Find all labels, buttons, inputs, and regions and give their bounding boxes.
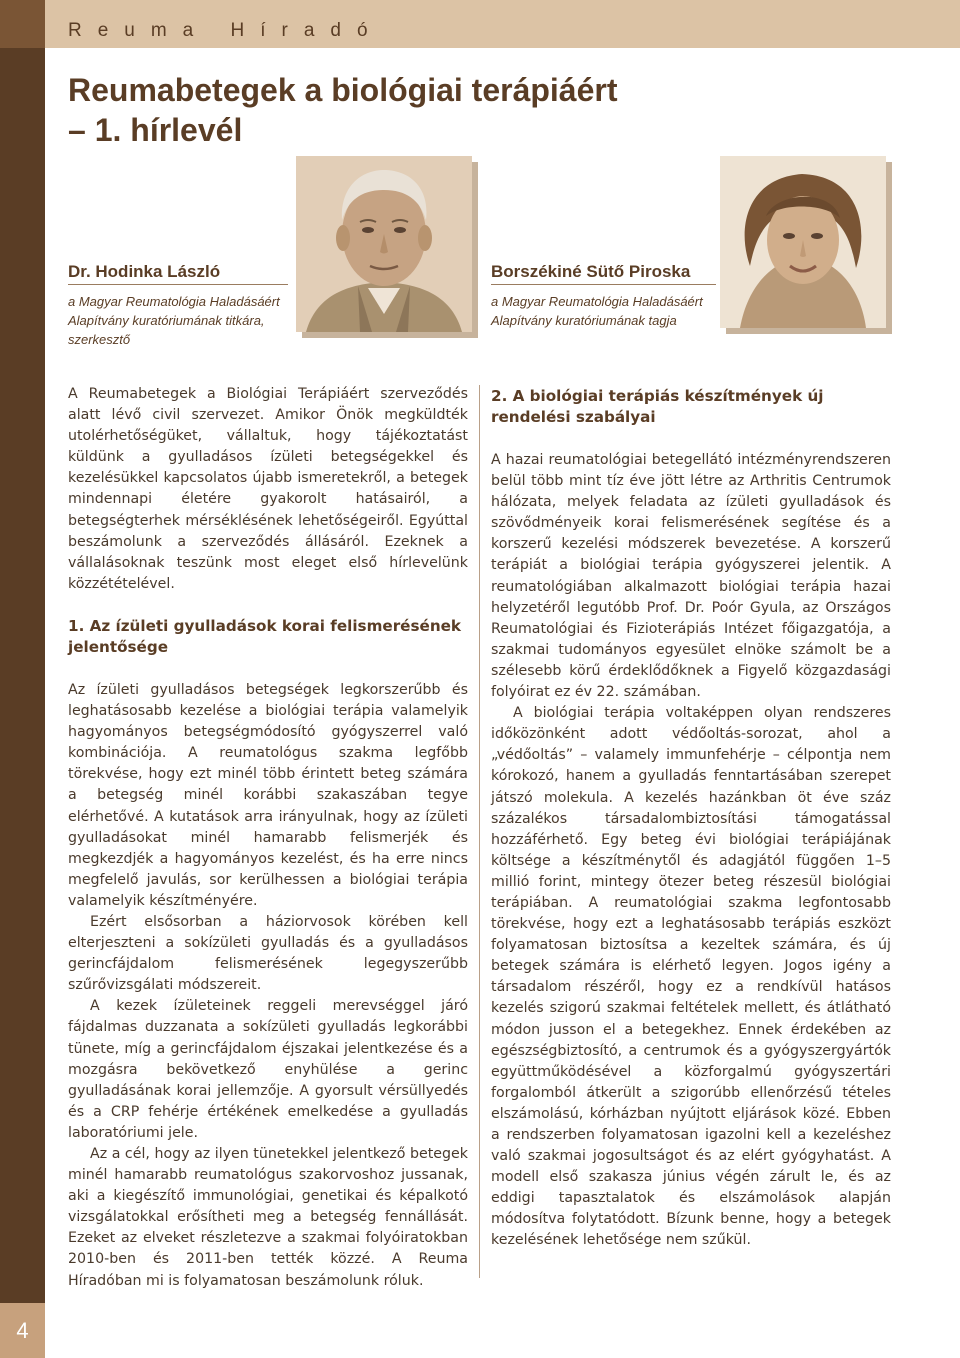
section1-paragraph: A kezek ízületeinek reggeli merevséggel járó fájdalmas duzzanata a sokízületi gyulladás legkorábbi tünete, míg a gerincfájdalom éjszakai jelentkezése és a mozgásra bekövetkező enyhülése a gerinc gyulladásának korai jellemzője. A gyorsult vérsüllyedés és a CRP fehérje értékének emelkedése a gyulladás laboratóriumi jele. xyxy=(68,998,468,1141)
section2-heading: 2. A biológiai terápiás készítmények új rendelési szabályai xyxy=(491,387,824,426)
person-name-2: Borszékiné Sütő Piroska xyxy=(491,262,691,281)
section1-heading: 1. Az ízületi gyulladások korai felismerésének jelentősége xyxy=(68,616,462,656)
section1-paragraph: Ezért elsősorban a háziorvosok körében kell elterjeszteni a sokízületi gyulladás és a gyulladásos gerincfájdalom felismerésének legegyszerűbb szűrővizsgálati módszereit. xyxy=(68,913,468,994)
section2-paragraph: A hazai reumatológiai betegellátó intézményrendszeren belül több mint tíz éve jött létre az Arthritis Centrumok hálózata, melyek feladata az ízületi gyulladások és szövődményeik korai felismerésének segítése és a korszerű kezelési módszerek bevezetése. A korszerű terápiát a biológiai terápia gyógyszerei jelentik. A reumatológiában alkalmazott biológiai terápia hazai helyzetéről legutóbb Prof. Dr. Poór Gyula, az Országos Reumatológiai és Fizioterápiás Intézet főigazgatója, a szakmai tudományos egyesület elnöke számolt be a szélesebb körű érdeklődőknek a Figyelő közgazdasági folyóirat ez év 22. számában. xyxy=(491,452,891,701)
publication-title: Reuma Híradó xyxy=(68,20,384,41)
intro-paragraph: A Reumabetegek a Biológiai Terápiáért szerveződés alatt lévő civil szervezet. Amikor Önök megküldték utolérhetőségüket, vállaltuk, hogy tájékoztatást küldünk a gyulladásos ízületi betegségekkel és kezelésükkel kapcsolatos újabb ismeretekről, a betegek mindennapi életére gyakorolt hatásairól, a betegségterhek mérséklésének lehetőségeiről. Egyúttal beszámolunk a szerveződés állásáról. Ezeknek a vállalásoknak teszünk most eleget első hírlevelünk közzétételével. xyxy=(68,386,468,592)
person-rule-2 xyxy=(491,284,716,285)
side-bar-top xyxy=(0,0,45,48)
article-title xyxy=(68,70,708,150)
person-rule-1 xyxy=(68,284,288,285)
side-bar xyxy=(0,0,45,1358)
portrait-woman-icon xyxy=(720,156,886,328)
person-role-1: a Magyar Reumatológia Haladásáért Alapítvány kuratóriumának titkára, szerkesztő xyxy=(68,294,280,347)
left-column xyxy=(68,384,468,1292)
section1-paragraph: Az ízületi gyulladásos betegségek legkorszerűbb és leghatásosabb kezelése a biológiai terápia valamelyik hagyományos betegségmódosító gyógyszerrel való kombinációja. A reumatológus szakma legfőbb törekvése, hogy ezt minél több érintett beteg számára a betegség minél korábbi szakaszában tegye elérhetővé. A kutatások arra irányulnak, hogy az ízületi gyulladásokat minél hamarabb felismerjék és megkezdjék a hagyományos kezelést, és ha erre nincs megfelelő javulás, sor kerülhessen a biológiai terápia valamelyik készítményére. xyxy=(68,681,468,909)
person-name-1: Dr. Hodinka László xyxy=(68,262,221,281)
column-divider xyxy=(479,385,480,1278)
section2-paragraph: A biológiai terápia voltaképpen olyan rendszeres időközönként adott védőoltás-sorozat, ahol a „védőoltás” – valamely immunfehérje – célpontja nem kórokozó, hanem a gyulladás fenntartásában szerepet játszó molekula. A kezelés hazánkban öt éve száz százalékos társadalombiztosítási támogatással hozzáférhető. Egy beteg évi biológiai terápiájának költsége a készítménytől és adagjától függően 1–5 millió forint, mintegy ötezer beteg részesül biológiai terápiában. A reumatológiai szakma legfontosabb törekvése, hogy ezt a leghatásosabb terápiás eszközt folyamatosan biztosítsa a kezeltek számára, és új betegek számára is elérhető legyen. Jogos igény a társadalom részéről, hogy ez a rendkívül hatásos kezelés szigorú szakmai feltételek mellett, és átlátható módon jusson el a betegekhez. Ennek érdekében az egészségbiztosító, a centrumok és a gyógyszergyártók együttműködésével a közforgalmú gyógyszertári forgalomból átkerült a szigorúbb ellenőrzésű tételes elszámolású, kórházban nyújtott eljárások közé. Ebben a rendszerben folyamatosan igazolni kell a kezeléshez való szakmai jogosultságot és az elért gyógyhatást. A modell első szakasza június végén zárult le, és az eddigi tapasztalatok és elszámolások alapján módosítva folytatódott. Bízunk benne, hogy a betegek kezelésének lehetősége nem szűkül. xyxy=(491,705,891,1249)
person-role-2: a Magyar Reumatológia Haladásáért Alapítvány kuratóriumának tagja xyxy=(491,294,703,328)
article-title-line1: Reumabetegek a biológiai terápiáért xyxy=(68,72,618,108)
page-number xyxy=(0,1303,45,1358)
page-number-label: 4 xyxy=(16,1317,29,1343)
section1-paragraph: Az a cél, hogy az ilyen tünetekkel jelentkező betegek minél hamarabb reumatológus szakorvoshoz jussanak, aki a kiegészítő immunológiai, genetikai és képalkotó vizsgálatokkal erősítheti meg a betegség fennállását. Ezeket az elveket részletezve a szakmai folyóiratokban 2010-ben és 2011-ben tették közzé. A Reuma Híradóban mi is folyamatosan beszámolunk róluk. xyxy=(68,1146,468,1289)
right-column xyxy=(491,386,891,1252)
article-title-line2: – 1. hírlevél xyxy=(68,112,243,148)
portrait-man-icon xyxy=(296,156,472,332)
